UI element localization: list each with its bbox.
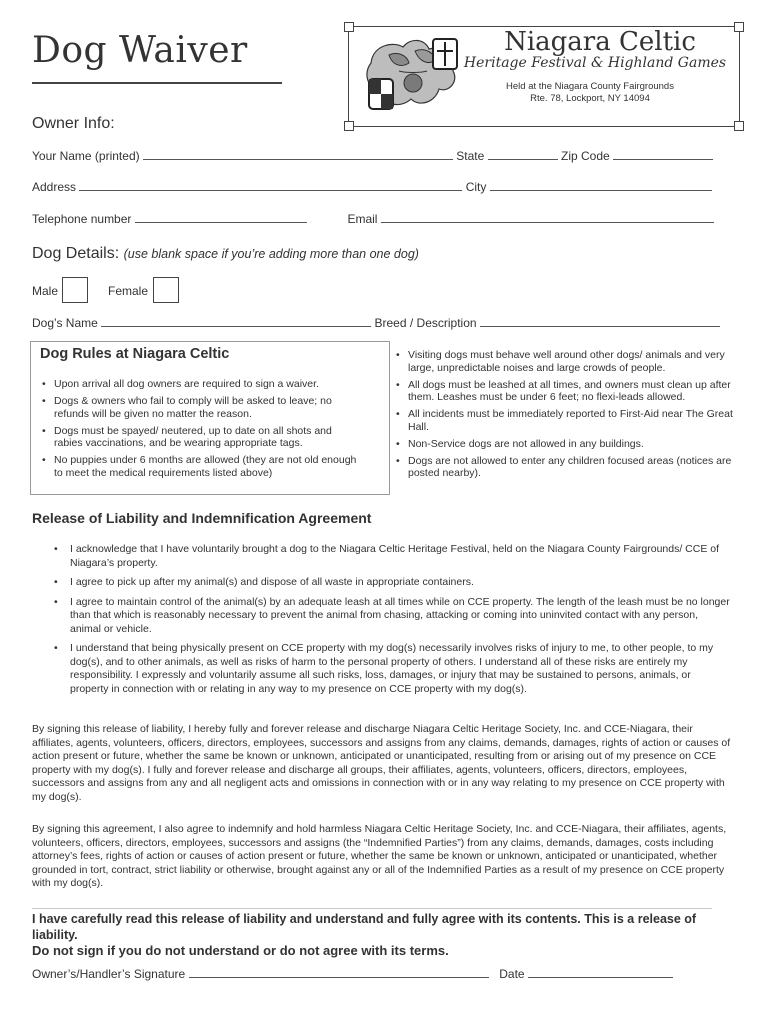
list-item: • I acknowledge that I have voluntarily brought a dog to the Niagara Celtic Heritage Festival, held on the Niagara County Fairgrounds/ CCE of Niagara’s property. (50, 543, 730, 570)
male-label: Male (32, 284, 59, 298)
list-item: • Dogs must be spayed/ neutered, up to date on all shots and rabies vaccinations, and be wearing appropriate tags. (42, 425, 362, 450)
email-field[interactable] (381, 211, 714, 223)
dog-details-header (32, 245, 419, 263)
release-title: Release of Liability and Indemnification Agreement (32, 510, 372, 526)
release-list (50, 543, 730, 702)
state-label: State (456, 149, 485, 163)
box-corner (734, 22, 744, 32)
list-item: • Dogs & owners who fail to comply will be asked to leave; no refunds will be given no matter the reason. (42, 395, 362, 420)
list-item: • No puppies under 6 months are allowed (they are not old enough to meet the medical requirements listed above) (42, 454, 362, 479)
org-subtitle: Heritage Festival & Highland Games (463, 55, 727, 71)
address-field[interactable] (79, 179, 462, 191)
rules-right-list (396, 349, 736, 484)
dog-name-row (32, 315, 720, 330)
dog-name-field[interactable] (101, 315, 371, 327)
address-label: Address (32, 180, 77, 194)
email-label: Email (347, 212, 378, 226)
name-label: Your Name (printed) (32, 149, 140, 163)
list-item: • I understand that being physically present on CCE property with my dog(s) necessarily involves risks of injury to me, to other people, to my dog(s), and to other animals, as well as risks of harm to the personal property of others. I understand all of these risks are entirely my responsibility. I expressly and voluntarily assume all such risks, loss, damages, or injury that may be sustained to persons, animals, or property in connection with or relating in any way to my presence on CCE property with my dog(s). (50, 642, 730, 696)
confirm-line-2: Do not sign if you do not understand or do not agree with its terms. (32, 943, 449, 958)
city-field[interactable] (490, 179, 712, 191)
form-title: Dog Waiver (32, 30, 248, 71)
box-corner (734, 121, 744, 131)
female-label: Female (108, 284, 149, 298)
breed-label: Breed / Description (374, 316, 477, 330)
dog-name-label: Dog’s Name (32, 316, 98, 330)
zip-label: Zip Code (561, 149, 610, 163)
dog-details-note: (use blank space if you’re adding more than one dog) (123, 247, 419, 261)
indemnify-paragraph-2: By signing this agreement, I also agree to indemnify and hold harmless Niagara Celtic Heritage Society, Inc. and CCE-Niagara, their affiliates, agents, volunteers, officers, directors, employees, successors and assigns (the “Indemnified Parties”) from any claims, demands, damages, costs including attorney’s fees, rights of action or causes of action present or future, whether the same be known or unknown, anticipated or unanticipated, whether grounded in tort, contract, strict liability or otherwise, brought against any or all of the Indemnified Parties as a result of my presence on CCE property with my dog(s). (32, 823, 727, 889)
list-item: • Non-Service dogs are not allowed in any buildings. (396, 438, 736, 451)
name-field[interactable] (143, 148, 453, 160)
signature-field[interactable] (189, 966, 489, 978)
list-item: • Visiting dogs must behave well around other dogs/ animals and very large, unpredictable noises and large crowds of people. (396, 349, 736, 374)
breed-field[interactable] (480, 315, 720, 327)
male-checkbox[interactable] (62, 277, 88, 303)
signature-label: Owner’s/Handler’s Signature (32, 967, 186, 981)
dog-details-heading: Dog Details: (32, 245, 120, 262)
box-corner (344, 22, 354, 32)
venue-info (470, 81, 710, 105)
zip-field[interactable] (613, 148, 713, 160)
org-name: Niagara Celtic (504, 27, 696, 57)
divider (32, 908, 712, 909)
rules-title: Dog Rules at Niagara Celtic (40, 346, 230, 362)
celtic-crest-icon (363, 33, 463, 119)
phone-field[interactable] (135, 211, 307, 223)
confirm-line-1: I have carefully read this release of liability and understand and fully agree with its contents. This is a release of liability. (32, 912, 697, 942)
list-item: • I agree to maintain control of the animal(s) by an adequate leash at all times while on CCE property. The length of the leash must be no longer than that which is reasonably necessary to prevent the animal from chasing, attacking or coming into uninvited contact with any person, animal or vehicle. (50, 596, 730, 637)
venue-line-1: Held at the Niagara County Fairgrounds (506, 81, 674, 92)
release-paragraph-1: By signing this release of liability, I hereby fully and forever release and discharge Niagara Celtic Heritage Society, Inc. and CCE-Niagara, their affiliates, agents, volunteers, officers, directors, employees, successors and assigns from any claims, demands, damages, rights of action or causes of action present or future, whether the same be known or unknown, anticipated or unanticipated, resulting from or arising out of my presence on CCE property with my dog(s). I fully and forever release and discharge all groups, their affiliates, agents, volunteers, officers, directors, employees, successors and assigns from any and all negligent acts and omissions in connection with or in any way relating to my presence on CCE property with my dog(s). (32, 723, 731, 803)
list-item: • All incidents must be immediately reported to First-Aid near The Great Hall. (396, 408, 736, 433)
date-field[interactable] (528, 966, 673, 978)
list-item: • All dogs must be leashed at all times, and owners must clean up after them. Leashes must be under 6 feet; no flexi-leads allowed. (396, 379, 736, 404)
owner-info-heading: Owner Info: (32, 115, 115, 132)
rules-left-list (42, 378, 362, 484)
confirmation-statement (32, 912, 742, 959)
title-underline (32, 82, 282, 84)
city-label: City (465, 180, 487, 194)
signature-row (32, 966, 673, 981)
box-corner (344, 121, 354, 131)
owner-address-row (32, 179, 712, 194)
date-label: Date (499, 967, 525, 981)
owner-name-row (32, 148, 713, 163)
list-item: • I agree to pick up after my animal(s) and dispose of all waste in appropriate containers. (50, 576, 730, 590)
phone-label: Telephone number (32, 212, 132, 226)
list-item: • Upon arrival all dog owners are required to sign a waiver. (42, 378, 362, 391)
owner-contact-row (32, 211, 714, 226)
state-field[interactable] (488, 148, 558, 160)
venue-line-2: Rte. 78, Lockport, NY 14094 (530, 93, 650, 104)
list-item: • Dogs are not allowed to enter any children focused areas (notices are posted nearby). (396, 455, 736, 480)
female-checkbox[interactable] (153, 277, 179, 303)
